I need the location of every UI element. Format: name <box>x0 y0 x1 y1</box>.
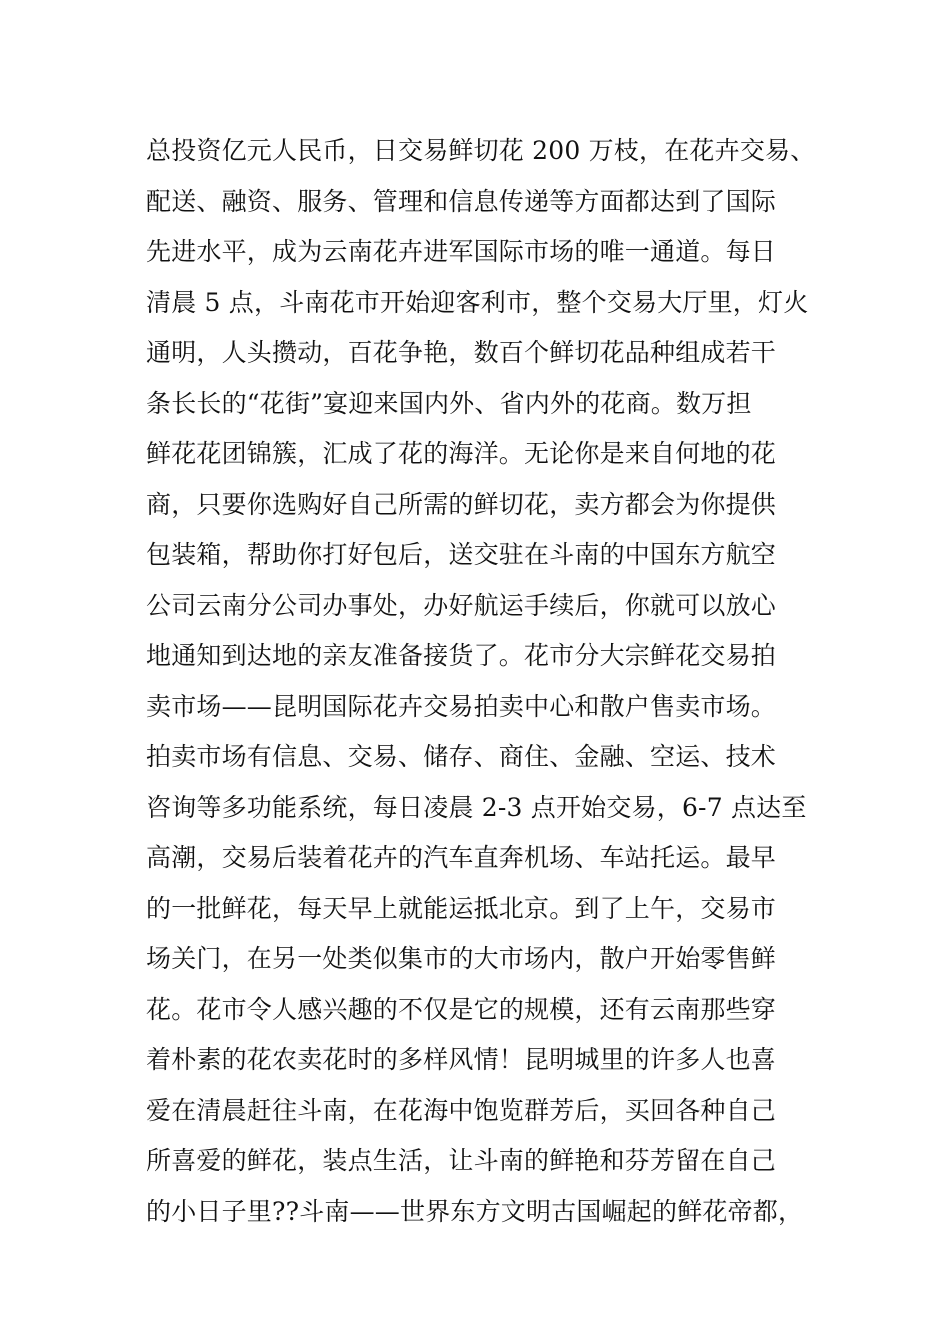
text-line: 高潮，交易后装着花卉的汽车直奔机场、车站托运。最早 <box>146 843 777 872</box>
text-line: 总投资亿元人民币，日交易鲜切花 200 万枝，在花卉交易、 <box>146 136 816 165</box>
text-line: 先进水平，成为云南花卉进军国际市场的唯一通道。每日 <box>146 237 777 266</box>
text-line: 包装箱，帮助你打好包后，送交驻在斗南的中国东方航空 <box>146 540 777 569</box>
text-line: 咨询等多功能系统，每日凌晨 2-3 点开始交易，6-7 点达至 <box>146 792 807 822</box>
text-line: 着朴素的花农卖花时的多样风情！昆明城里的许多人也喜 <box>146 1045 777 1074</box>
text-line: 配送、融资、服务、管理和信息传递等方面都达到了国际 <box>146 186 777 216</box>
text-line: 公司云南分公司办事处，办好航运手续后，你就可以放心 <box>146 590 777 620</box>
body-text <box>146 126 846 1237</box>
text-line: 商，只要你选购好自己所需的鲜切花，卖方都会为你提供 <box>146 489 777 519</box>
text-line: 花。花市令人感兴趣的不仅是它的规模，还有云南那些穿 <box>146 994 777 1024</box>
text-line: 爱在清晨赶往斗南，在花海中饱览群芳后，买回各种自己 <box>146 1095 777 1125</box>
text-line: 地通知到达地的亲友准备接货了。花市分大宗鲜花交易拍 <box>146 641 777 670</box>
text-line: 清晨 5 点，斗南花市开始迎客利市，整个交易大厅里，灯火 <box>146 287 809 317</box>
text-line: 条长长的“花街”宴迎来国内外、省内外的花商。数万担 <box>146 388 752 418</box>
text-line: 鲜花花团锦簇，汇成了花的海洋。无论你是来自何地的花 <box>146 439 777 468</box>
text-line: 所喜爱的鲜花，装点生活，让斗南的鲜艳和芬芳留在自己 <box>146 1146 777 1175</box>
text-line: 的小日子里??斗南——世界东方文明古国崛起的鲜花帝都， <box>146 1196 804 1226</box>
text-line: 拍卖市场有信息、交易、储存、商住、金融、空运、技术 <box>146 742 777 771</box>
text-line: 通明，人头攒动，百花争艳，数百个鲜切花品种组成若干 <box>146 338 777 367</box>
text-line: 场关门，在另一处类似集市的大市场内，散户开始零售鲜 <box>146 944 777 973</box>
text-line: 的一批鲜花，每天早上就能运抵北京。到了上午，交易市 <box>146 893 777 923</box>
text-line: 卖市场——昆明国际花卉交易拍卖中心和散户售卖市场。 <box>146 691 777 721</box>
